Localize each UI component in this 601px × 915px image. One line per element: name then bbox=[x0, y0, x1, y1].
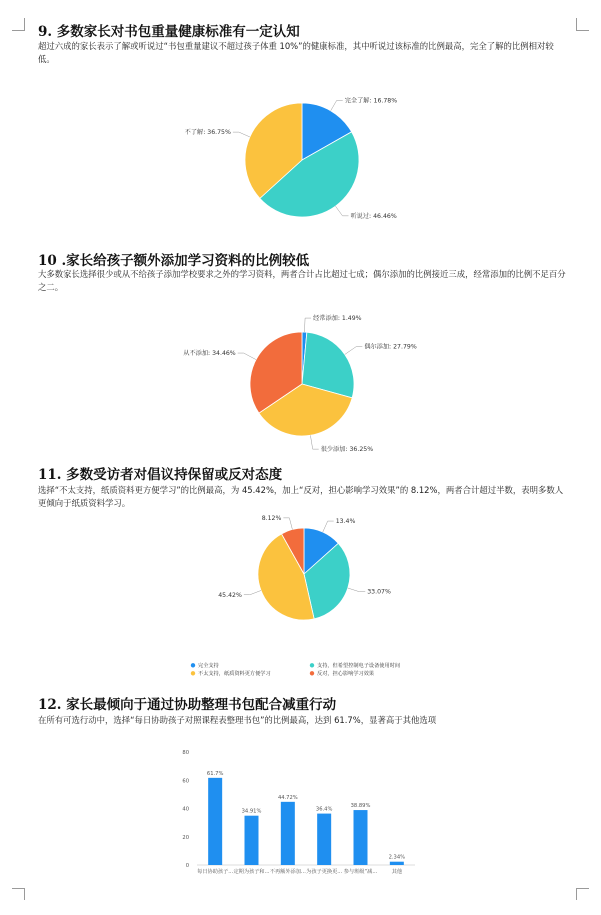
crop-mark bbox=[12, 30, 25, 31]
section-9-title: 9. 多数家长对书包重量健康标准有一定认知 bbox=[38, 24, 300, 40]
section-12-text: 在所有可选行动中，选择“每日协助孩子对照课程表整理书包”的比例最高，达到 61.7%，显著高于其他选项 bbox=[38, 715, 437, 725]
section-9-text: 超过六成的家长表示了解或听说过“书包重量建议不超过孩子体重 10%”的健康标准，其中听说过该标准的比例最高，完全了解的比例相对较低。 bbox=[38, 41, 554, 64]
section-11-text: 选择“不太支持，纸质资料更方便学习”的比例最高，为 45.42%，加上“反对，担心影响学习效果”的 8.12%，两者合计超过半数，表明多数人更倾向于纸质资料学习。 bbox=[38, 485, 564, 508]
bar bbox=[281, 802, 295, 865]
bar bbox=[354, 810, 368, 865]
section-12-title: 12. 家长最倾向于通过协助整理书包配合减重行动 bbox=[38, 697, 337, 713]
y-tick-label: 80 bbox=[182, 750, 189, 756]
bar-value-label: 2.34% bbox=[388, 854, 406, 861]
section-10-title: 10 .家长给孩子额外添加学习资料的比例较低 bbox=[38, 253, 310, 269]
x-tick-label: 为孩子更换更... bbox=[306, 869, 343, 875]
y-tick-label: 60 bbox=[182, 778, 189, 785]
pie-leader-line bbox=[238, 353, 256, 360]
legend-swatch bbox=[191, 663, 195, 667]
bar-value-label: 34.91% bbox=[241, 808, 262, 815]
crop-mark bbox=[576, 18, 577, 30]
pie-chart-attitude bbox=[0, 514, 601, 690]
legend-swatch bbox=[310, 663, 314, 667]
pie-slice-label: 偶尔添加: 27.79% bbox=[364, 343, 417, 351]
pie-slice-label: 33.07% bbox=[367, 588, 391, 596]
pie-leader-line bbox=[233, 132, 250, 137]
x-tick-label: 参与班级“减... bbox=[343, 869, 378, 875]
legend-swatch bbox=[310, 671, 314, 675]
legend-entry: 不太支持，纸质资料更方便学习 bbox=[198, 671, 271, 677]
legend-entry: 完全支持 bbox=[198, 663, 219, 669]
x-tick-label: 不再额外添加... bbox=[269, 869, 306, 875]
pie-leader-line bbox=[283, 518, 292, 530]
legend-entry: 反对，担心影响学习效果 bbox=[317, 671, 375, 677]
pie-slice-label: 13.4% bbox=[335, 518, 356, 526]
bar-value-label: 38.89% bbox=[350, 803, 371, 810]
x-tick-label: 每日协助孩子... bbox=[197, 869, 234, 875]
pie-leader-line bbox=[348, 588, 365, 592]
pie-chart-awareness bbox=[0, 72, 601, 242]
bar-value-label: 61.7% bbox=[206, 770, 224, 777]
pie-slice-label: 从不添加: 34.46% bbox=[183, 350, 236, 358]
pie-slice-label: 不了解: 36.75% bbox=[184, 129, 231, 137]
bar-value-label: 44.72% bbox=[277, 794, 298, 801]
section-11-title: 11. 多数受访者对倡议持保留或反对态度 bbox=[38, 467, 283, 483]
pie-leader-line bbox=[323, 521, 334, 532]
pie-leader-line bbox=[310, 435, 318, 449]
bar bbox=[390, 862, 404, 865]
bar bbox=[317, 814, 331, 865]
crop-mark bbox=[24, 18, 25, 30]
pie-leader-line bbox=[335, 206, 348, 216]
pie-leader-line bbox=[244, 590, 261, 594]
bar bbox=[208, 778, 222, 865]
legend-entry: 支持，但希望控制电子设备使用时间 bbox=[317, 663, 401, 669]
bar-chart-actions bbox=[0, 740, 601, 890]
pie-leader-line bbox=[345, 347, 363, 355]
section-10-text: 大多数家长选择很少或从不给孩子添加学校要求之外的学习资料，两者合计占比超过七成；偶尔添加的比例接近三成，经常添加的比例不足百分之二。 bbox=[38, 269, 566, 292]
crop-mark bbox=[576, 30, 589, 31]
pie-chart-extra-materials bbox=[0, 300, 601, 470]
pie-slice-label: 完全了解: 16.78% bbox=[344, 97, 398, 105]
legend-swatch bbox=[191, 671, 195, 675]
y-tick-label: 0 bbox=[185, 863, 189, 869]
pie-leader-line bbox=[331, 100, 343, 110]
bar-value-label: 36.4% bbox=[315, 806, 333, 813]
bar bbox=[245, 816, 259, 865]
x-tick-label: 其他 bbox=[391, 869, 403, 875]
pie-slice-label: 很少添加: 36.25% bbox=[320, 446, 374, 454]
pie-slice-label: 经常添加: 1.49% bbox=[313, 315, 362, 323]
pie-slice-label: 45.42% bbox=[218, 591, 242, 599]
pie-leader-line bbox=[304, 318, 311, 332]
pie-slice-label: 8.12% bbox=[261, 514, 282, 522]
y-tick-label: 20 bbox=[182, 834, 189, 841]
x-tick-label: 定期为孩子和... bbox=[233, 869, 270, 875]
y-tick-label: 40 bbox=[182, 806, 189, 813]
pie-slice-label: 听说过: 46.46% bbox=[350, 212, 397, 220]
